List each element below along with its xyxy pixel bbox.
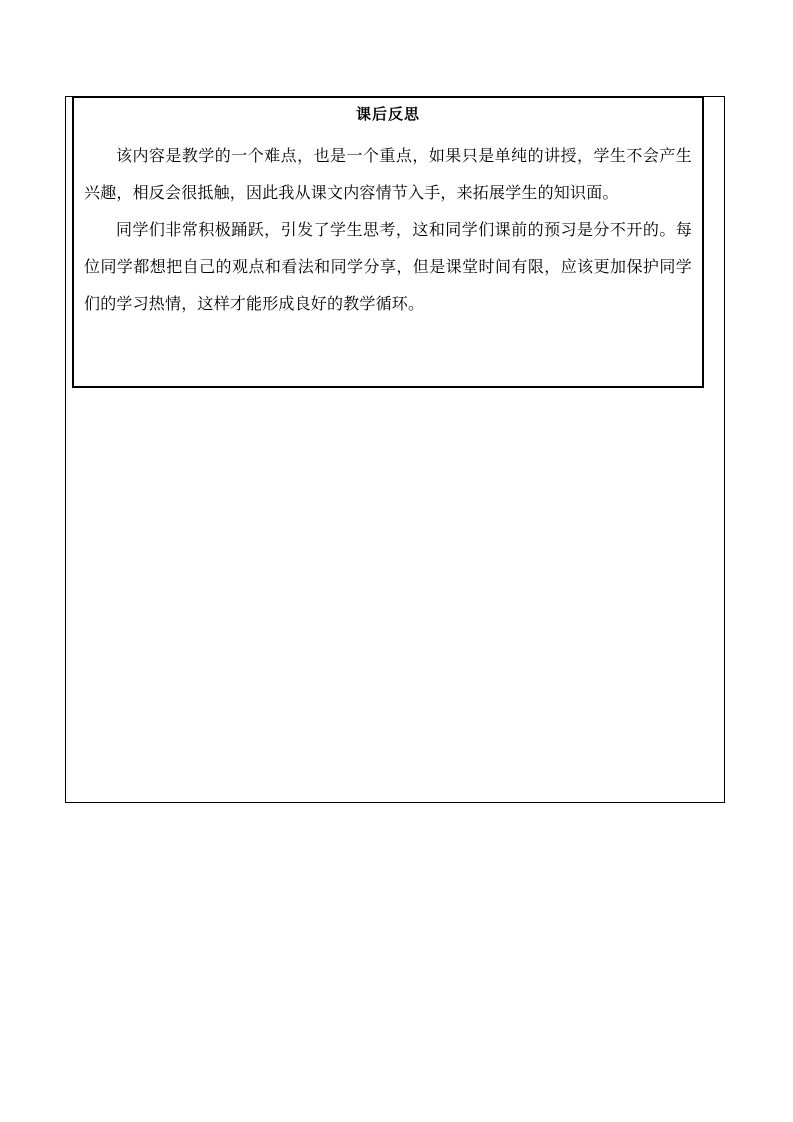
reflection-section	[72, 96, 704, 388]
reflection-paragraph-2: 同学们非常积极踊跃，引发了学生思考，这和同学们课前的预习是分不开的。每位同学都想把自己的观点和看法和同学分享，但是课堂时间有限，应该更加保护同学们的学习热情，这样才能形成良好的教学循环。	[84, 220, 692, 313]
reflection-paragraph-1: 该内容是教学的一个难点，也是一个重点，如果只是单纯的讲授，学生不会产生兴趣，相反会很抵触，因此我从课文内容情节入手，来拓展学生的知识面。	[84, 146, 692, 202]
section-title: 课后反思	[355, 105, 420, 123]
